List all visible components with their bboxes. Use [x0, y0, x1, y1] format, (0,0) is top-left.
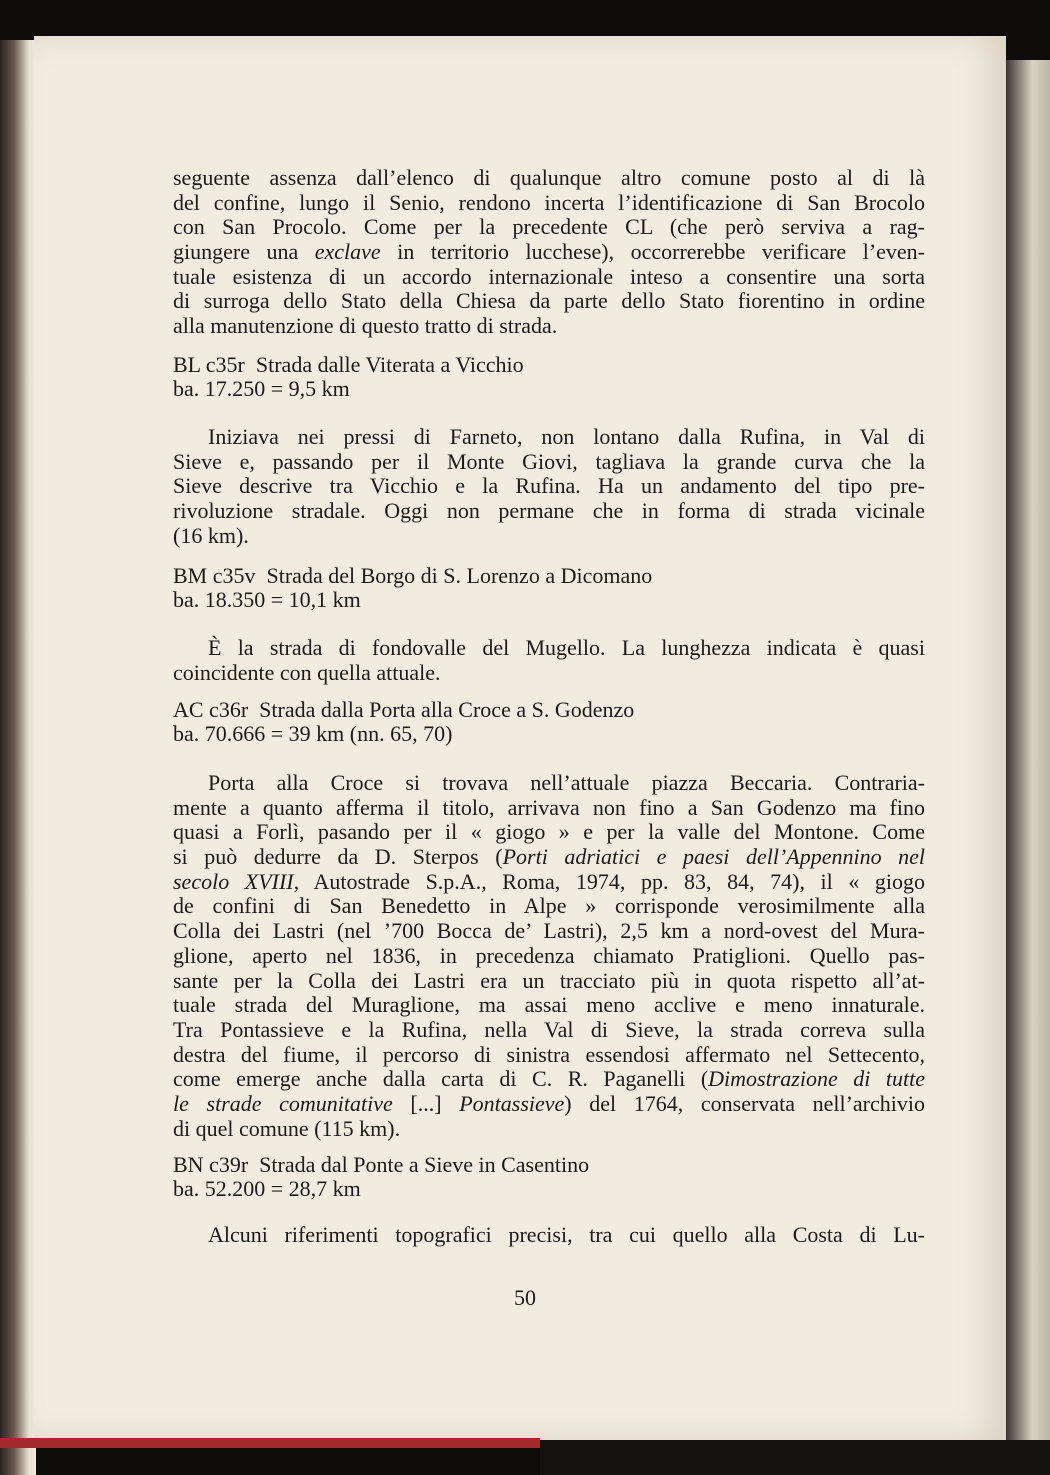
text-segment: Sieve e, passando per il Monte Giovi, tagliava la grande curva che la: [173, 448, 925, 474]
paragraph: [173, 771, 925, 1141]
entry-heading: [173, 1153, 925, 1201]
text-segment: sante per la Colla dei Lastri era un tracciato più in quota rispetto all’at-: [173, 967, 925, 993]
text-segment: de confini di San Benedetto in Alpe » corrisponde verosimilmente alla: [173, 893, 925, 919]
text-segment: con San Procolo. Come per la precedente CL (che però serviva a rag-: [173, 214, 925, 240]
text-segment: glione, aperto nel 1836, in precedenza chiamato Pratiglioni. Quello pas-: [173, 942, 925, 968]
text-segment: del confine, lungo il Senio, rendono incerta l’identificazione di San Brocolo: [173, 189, 925, 215]
text-segment: destra del fiume, il percorso di sinistra essendosi affermato nel Settecento,: [173, 1041, 925, 1067]
text-segment: tuale strada del Muraglione, ma assai meno acclive e meno innaturale.: [173, 992, 925, 1018]
entry-title: BN c39r Strada dal Ponte a Sieve in Casentino: [173, 1152, 590, 1177]
text-segment: ) del 1764, conservata nell’archivio: [564, 1090, 925, 1116]
text-line: [173, 265, 925, 290]
text-line: [173, 289, 925, 314]
entry-heading: [173, 353, 925, 401]
text-line: [173, 845, 925, 870]
text-line: [173, 1043, 925, 1068]
entry-measure: ba. 18.350 = 10,1 km: [173, 587, 361, 613]
scan-background: [540, 1440, 1050, 1475]
text-segment: si può dedurre da D. Sterpos (: [173, 844, 503, 870]
text-segment: Alcuni riferimenti topografici precisi, tra cui quello alla Costa di Lu-: [208, 1222, 925, 1247]
red-binding-strip: [0, 1438, 540, 1448]
text-segment: come emerge anche dalla carta di C. R. Paganelli (: [173, 1066, 709, 1092]
text-line: [173, 1223, 925, 1248]
paragraph: [173, 425, 925, 548]
paragraph: [173, 636, 925, 685]
text-segment: mente a quanto afferma il titolo, arrivava non fino a San Godenzo ma fino: [173, 794, 925, 820]
text-segment: quasi a Forlì, pasando per il « giogo » e per la valle del Montone. Come: [173, 819, 925, 845]
text-line: [173, 474, 925, 499]
text-segment: rivoluzione stradale. Oggi non permane che in forma di strada vicinale: [173, 498, 925, 524]
text-line: [173, 636, 925, 661]
text-segment: Iniziava nei pressi di Farneto, non lontano dalla Rufina, in Val di: [208, 424, 925, 449]
text-line: [173, 314, 925, 339]
page-number: 50: [514, 1285, 536, 1310]
text-line: [173, 425, 925, 450]
text-line: [173, 166, 925, 191]
text-line: [173, 993, 925, 1018]
text-segment: seguente assenza dall’elenco di qualunque altro comune posto al di là: [173, 165, 925, 190]
text-line: [173, 820, 925, 845]
entry-measure: ba. 70.666 = 39 km (nn. 65, 70): [173, 721, 453, 747]
text-line: [173, 499, 925, 524]
italic-text: secolo XVIII,: [173, 868, 300, 894]
text-line: [173, 894, 925, 919]
text-segment: in territorio lucchese), occorrerebbe verificare l’even-: [380, 239, 925, 265]
italic-text: Porti adriatici e paesi dell’Appennino nel: [502, 844, 925, 870]
text-line: [173, 450, 925, 475]
entry-measure: ba. 52.200 = 28,7 km: [173, 1176, 361, 1202]
text-line: [173, 771, 925, 796]
text-segment: È la strada di fondovalle del Mugello. La lunghezza indicata è quasi: [208, 635, 925, 660]
paragraph: [173, 1223, 925, 1248]
text-line: [173, 1018, 925, 1043]
text-segment: [...]: [392, 1090, 460, 1116]
italic-text: le strade comunitative: [173, 1090, 393, 1116]
text-segment: Tra Pontassieve e la Rufina, nella Val di Sieve, la strada correva sulla: [173, 1016, 925, 1042]
italic-text: Dimostrazione di tutte: [708, 1066, 925, 1092]
text-line: [173, 870, 925, 895]
text-segment: alla manutenzione di questo tratto di strada.: [173, 313, 558, 339]
text-line: [173, 524, 925, 549]
text-line: [173, 919, 925, 944]
italic-text: exclave: [314, 239, 381, 265]
paragraph: [173, 166, 925, 339]
book-right-edge: [1006, 60, 1050, 1460]
text-segment: (16 km).: [173, 522, 249, 548]
text-segment: Sieve descrive tra Vicchio e la Rufina. Ha un andamento del tipo pre-: [173, 473, 925, 499]
text-line: [173, 944, 925, 969]
text-line: [173, 661, 925, 686]
book-left-edge: [0, 40, 36, 1475]
text-line: [173, 191, 925, 216]
entry-heading: [173, 564, 925, 612]
entry-title: AC c36r Strada dalla Porta alla Croce a S. Godenzo: [173, 697, 635, 722]
italic-text: Pontassieve: [459, 1090, 565, 1116]
entry-heading: [173, 698, 925, 746]
text-segment: coincidente con quella attuale.: [173, 659, 441, 685]
entry-measure: ba. 17.250 = 9,5 km: [173, 376, 350, 402]
entry-title: BM c35v Strada del Borgo di S. Lorenzo a Dicomano: [173, 563, 653, 588]
text-line: [173, 969, 925, 994]
text-line: [173, 1067, 925, 1092]
text-segment: Autostrade S.p.A., Roma, 1974, pp. 83, 84, 74), il « giogo: [299, 868, 925, 894]
text-segment: di surroga dello Stato della Chiesa da parte dello Stato fiorentino in ordine: [173, 288, 925, 314]
text-line: [173, 796, 925, 821]
entry-title: BL c35r Strada dalle Viterata a Vicchio: [173, 352, 524, 377]
text-segment: Colla dei Lastri (nel ’700 Bocca de’ Lastri), 2,5 km a nord-ovest del Mura-: [173, 918, 925, 944]
text-line: [173, 1117, 925, 1142]
text-line: [173, 1092, 925, 1117]
text-line: [173, 240, 925, 265]
text-segment: tuale esistenza di un accordo internazionale inteso a consentire una sorta: [173, 263, 925, 289]
text-segment: Porta alla Croce si trovava nell’attuale piazza Beccaria. Contraria-: [208, 770, 925, 795]
text-line: [173, 215, 925, 240]
text-segment: giungere una: [173, 239, 315, 265]
text-segment: di quel comune (115 km).: [173, 1115, 401, 1141]
